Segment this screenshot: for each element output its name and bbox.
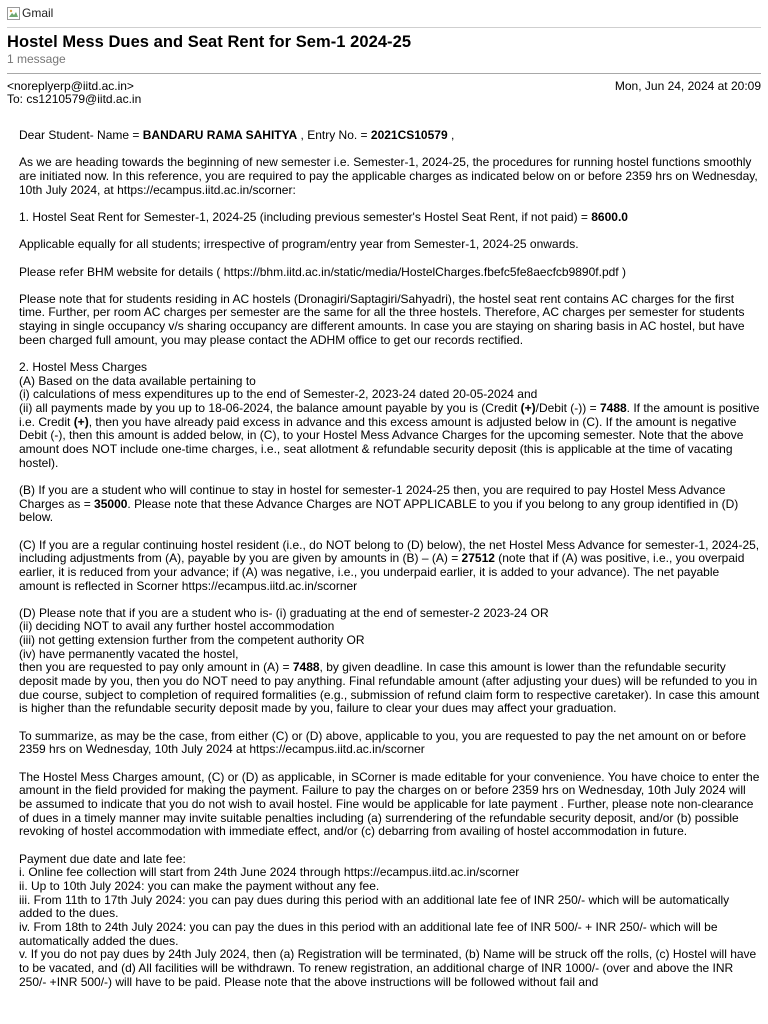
applicable-paragraph: Applicable equally for all students; irrespective of program/entry year from Semester-1, 2024-25 onwards.: [19, 237, 579, 252]
summary-paragraph: To summarize, as may be the case, from either (C) or (D) above, applicable to you, you are requested to pay the net amount on or before 2359 hrs on Wednesday, 10th July 2024 at https://ecampus.iitd.ac.in/scorner: [19, 728, 747, 757]
message-date: Mon, Jun 24, 2024 at 20:09: [614, 79, 761, 93]
ac-hostel-note: Please note that for students residing in AC hostels (Dronagiri/Saptagiri/Sahyadri), the hostel seat rent contains AC charges for the first time. Further, per room AC charges per semester are the same for all the three hostels. Therefore, AC charges per semester for students staying in single occupancy v/s sharing occupancy are different amounts. In case you are staying on sharing basis in AC hostel, but have been charged full amount, you may please contact the ADHM office to get our records rectified.: [19, 291, 745, 347]
payment-due-section: [19, 853, 760, 990]
greeting: Dear Student- Name = BANDARU RAMA SAHITYA , Entry No. = 2021CS10579 ,: [19, 128, 455, 142]
due-item: v. If you do not pay dues by 24th July 2024, then (a) Registration will be terminated, (b) Name will be struck off the rolls, (c) Hostel will have to be vacated, and (d) All facilities will be withdrawn. To renew registration, an additional charge of INR 1000/- (over and above the INR 250/- +INR 500/-) will have to be paid. Please note that the above instructions will be followed without fail and: [19, 947, 757, 989]
intro-paragraph: As we are heading towards the beginning of new semester i.e. Semester-1, 2024-25, the procedures for running hostel functions smoothly are initiated now. In this reference, you are required to pay the applicable charges as indicated below on or before 2359 hrs on Wednesday, 10th July 2024, at https://ecampus.iitd.ac.in/scorner:: [19, 155, 758, 197]
entry-number: 2021CS10579: [370, 128, 448, 142]
mess-charges-section-b: (B) If you are a student who will continue to stay in hostel for semester-1 2024-25 then, you are required to pay Hostel Mess Advance Charges as = 35000. Please note that these Advance Charges are NOT APPLICABLE to you if you belong to any group identified in (D) below.: [19, 482, 739, 525]
mess-charges-section-d: (D) Please note that if you are a student who is- (i) graduating at the end of semester-2 2023-24 OR (ii) deciding NOT to avail any further hostel accommodation (iii) not getting extension further from the competent authority OR (iv) have permanently vacated the hostel, then you are requested to pay only amount in (A) = 7488, by given deadline. In case this amount is lower than the refundable security deposit made by you, then you do NOT need to pay anything. Final refundable amount (after adjusting your dues) will be refunded to you in due course, subject to completion of required formalities (e.g., submission of refund claim form to respective caretaker). In case this amount is higher than the refundable security deposit made by you, failure to clear your dues may affect your graduation.: [19, 605, 760, 716]
logo-alt-text: Gmail: [22, 6, 54, 20]
net-mess-advance-amount: 27512: [461, 551, 495, 566]
seat-rent-amount: 8600.0: [591, 209, 628, 224]
gmail-logo: [7, 5, 53, 21]
due-item: iv. From 18th to 24th July 2024: you can pay the dues in this period with an additional late fee of INR 500/- + INR 250/- which will be automatically added the dues.: [19, 919, 718, 948]
message-count: 1 message: [7, 52, 66, 66]
mess-charges-section-a: 2. Hostel Mess Charges (A) Based on the data available pertaining to (i) calculations of mess expenditures up to the end of Semester-2, 2023-24 dated 20-05-2024 and (ii) all payments made by you up to 18-06-2024, the balance amount payable by you is (Credit (+)/Debit (-)) = 7488. If the amount is positive i.e. Credit (+), then you have already paid excess in advance and this excess amount is adjusted below in (C). If the amount is negative Debit (-), then this amount is added below, in (C), to your Hostel Mess Advance Charges for the upcoming semester. Note that the above amount does NOT include one-time charges, i.e., seat allotment & refundable security deposit (this is applicable at the time of vacating hostel).: [19, 360, 760, 470]
header-divider: [7, 27, 761, 28]
mess-charges-section-c: (C) If you are a regular continuing hostel resident (i.e., do NOT belong to (D) below), the net Hostel Mess Advance for semester-1, 2024-25, including adjustments from (A), payable by you are given by amounts in (B) – (A) = 27512 (note that if (A) was positive, i.e., you overpaid earlier, it is reduced from your advance; if (A) was negative, i.e., you underpaid earlier, it is added to your advance). The net payable amount is reflected in Scorner https://ecampus.iitd.ac.in/scorner: [19, 537, 760, 593]
graduating-dues-amount: 7488: [292, 660, 320, 675]
due-item: iii. From 11th to 17th July 2024: you can pay dues during this period with an additional late fee of INR 250/- which will be automatically added to the dues.: [19, 892, 730, 921]
message-divider: [7, 73, 761, 74]
seat-rent-paragraph: 1. Hostel Seat Rent for Semester-1, 2024-25 (including previous semester's Hostel Seat Rent, if not paid) = 8600.0: [19, 209, 628, 224]
due-item: i. Online fee collection will start from 24th June 2024 through https://ecampus.iitd.ac.in/scorner: [19, 865, 520, 880]
bhm-reference-paragraph[interactable]: Please refer BHM website for details ( https://bhm.iitd.ac.in/static/media/HostelCharges.fbefc5fe8aecfcb9890f.pdf ): [19, 264, 626, 279]
recipient-address[interactable]: To: cs1210579@iitd.ac.in: [7, 92, 142, 106]
mess-balance-amount: 7488: [599, 401, 627, 416]
editable-amount-paragraph: The Hostel Mess Charges amount, (C) or (D) as applicable, in SCorner is made editable for your convenience. You have choice to enter the amount in the field provided for making the payment. Failure to pay the charges on or before 2359 hrs on Wednesday, 10th July 2024 will be assumed to indicate that you do not wish to avail hostel. Fine would be applicable for late payment . Further, please note non-clearance of dues in a timely manner may invite suitable penalties including (a) surrendering of the refundable security deposit, and/or (b) possible revoking of hostel accommodation with immediate effect, and/or (c) debarring from availing of hostel accommodation in future.: [19, 769, 760, 839]
broken-image-icon: [7, 7, 20, 20]
mess-advance-amount: 35000: [94, 496, 128, 511]
due-item: ii. Up to 10th July 2024: you can make the payment without any fee.: [19, 878, 380, 893]
student-name: BANDARU RAMA SAHITYA: [142, 128, 298, 142]
mess-heading: 2. Hostel Mess Charges: [19, 360, 148, 375]
email-body: [19, 129, 760, 1003]
payment-due-heading: Payment due date and late fee:: [19, 851, 186, 866]
sender-address[interactable]: <noreplyerp@iitd.ac.in>: [7, 79, 134, 93]
email-subject: Hostel Mess Dues and Seat Rent for Sem-1 2024-25: [7, 33, 412, 51]
